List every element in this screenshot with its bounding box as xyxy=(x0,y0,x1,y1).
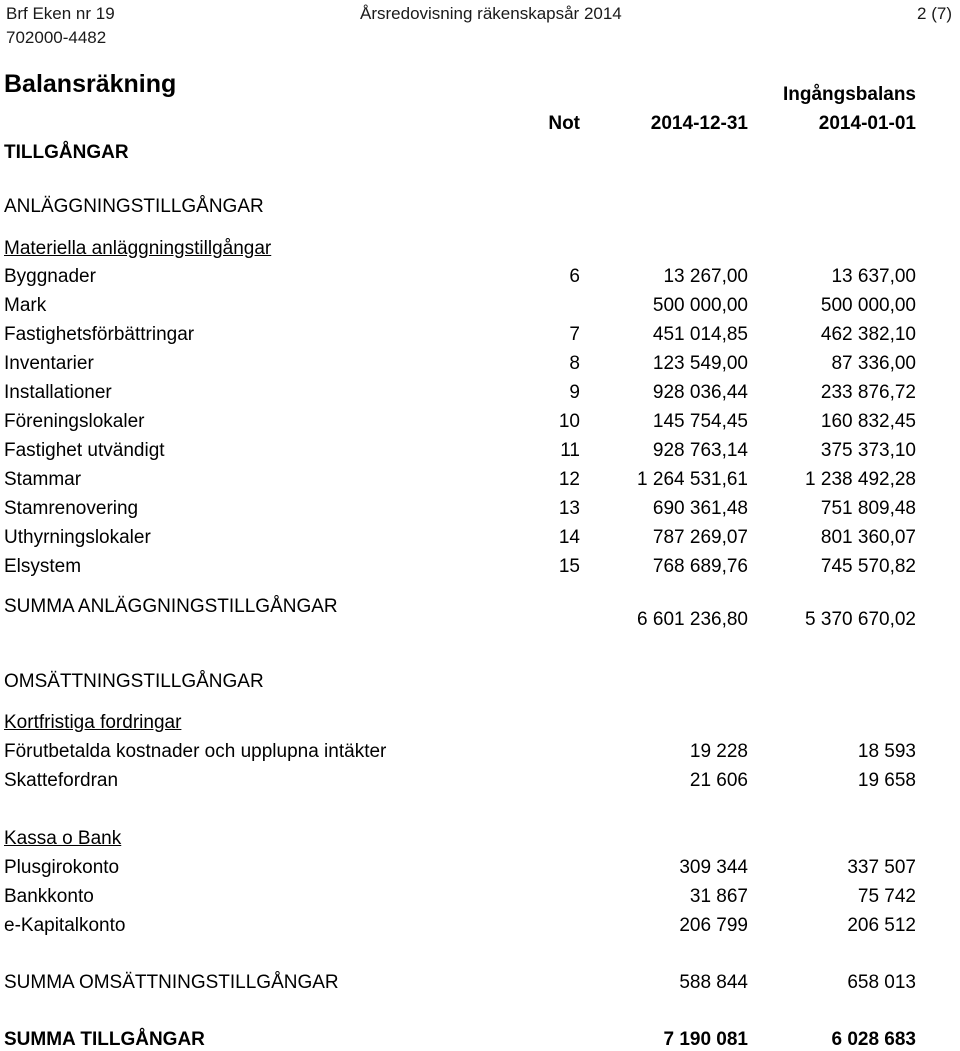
current-assets-sum-opening: 658 013 xyxy=(847,972,916,993)
fixed-assets-sum-label: SUMMA ANLÄGGNINGSTILLGÅNGAR xyxy=(4,596,338,617)
fixed-assets-heading: ANLÄGGNINGSTILLGÅNGAR xyxy=(4,196,264,217)
row-current-value: 206 799 xyxy=(679,915,748,936)
row-label: Föreningslokaler xyxy=(4,411,145,432)
current-assets-sum-label: SUMMA OMSÄTTNINGSTILLGÅNGAR xyxy=(4,972,339,993)
section-title: TILLGÅNGAR xyxy=(4,142,129,163)
row-note: 13 xyxy=(558,498,580,519)
row-current-value: 690 361,48 xyxy=(652,498,748,519)
row-label: Fastighet utvändigt xyxy=(4,440,165,461)
document-title: Årsredovisning räkenskapsår 2014 xyxy=(360,4,622,23)
current-assets-heading: OMSÄTTNINGSTILLGÅNGAR xyxy=(4,671,264,692)
row-label: Uthyrningslokaler xyxy=(4,527,151,548)
opening-date-header: 2014-01-01 xyxy=(818,113,916,134)
row-label: Elsystem xyxy=(4,556,82,577)
total-assets-opening: 6 028 683 xyxy=(831,1029,916,1050)
row-note: 14 xyxy=(558,527,580,548)
row-note: 12 xyxy=(558,469,580,490)
row-current-value: 31 867 xyxy=(689,886,748,907)
row-current-value: 500 000,00 xyxy=(652,295,748,316)
row-label: Inventarier xyxy=(4,353,94,374)
note-column-header: Not xyxy=(548,113,580,134)
opening-balance-label: Ingångsbalans xyxy=(782,84,916,105)
row-current-value: 13 267,00 xyxy=(663,266,748,287)
row-opening-value: 745 570,82 xyxy=(820,556,916,577)
row-current-value: 21 606 xyxy=(689,770,748,791)
row-opening-value: 751 809,48 xyxy=(820,498,916,519)
row-label: Fastighetsförbättringar xyxy=(4,324,195,345)
row-opening-value: 206 512 xyxy=(847,915,916,936)
row-note: 11 xyxy=(560,440,580,461)
row-label: Skattefordran xyxy=(4,770,119,791)
row-label: Byggnader xyxy=(4,266,96,287)
row-current-value: 928 763,14 xyxy=(652,440,748,461)
row-label: Plusgirokonto xyxy=(4,857,120,878)
row-current-value: 19 228 xyxy=(689,741,748,762)
row-opening-value: 337 507 xyxy=(847,857,916,878)
row-note: 9 xyxy=(569,382,580,403)
cash-heading: Kassa o Bank xyxy=(4,828,122,849)
row-label: Stammar xyxy=(4,469,82,490)
row-current-value: 123 549,00 xyxy=(652,353,748,374)
row-label: Bankkonto xyxy=(4,886,94,907)
row-note: 15 xyxy=(558,556,580,577)
row-opening-value: 1 238 492,28 xyxy=(805,469,916,490)
row-opening-value: 160 832,45 xyxy=(820,411,916,432)
row-note: 7 xyxy=(569,324,580,345)
org-number: 702000-4482 xyxy=(6,28,107,47)
page-number: 2 (7) xyxy=(917,4,952,23)
row-note: 10 xyxy=(558,411,580,432)
row-current-value: 928 036,44 xyxy=(652,382,748,403)
row-opening-value: 18 593 xyxy=(857,741,916,762)
row-opening-value: 462 382,10 xyxy=(820,324,916,345)
row-note: 8 xyxy=(569,353,580,374)
row-label: Mark xyxy=(4,295,47,316)
tangible-assets-subheading: Materiella anläggningstillgångar xyxy=(4,238,272,259)
row-label: Förutbetalda kostnader och upplupna intäkter xyxy=(4,741,387,762)
row-opening-value: 13 637,00 xyxy=(831,266,916,287)
total-assets-label: SUMMA TILLGÅNGAR xyxy=(4,1029,205,1050)
current-assets-sum-current: 588 844 xyxy=(679,972,748,993)
row-current-value: 787 269,07 xyxy=(652,527,748,548)
row-opening-value: 233 876,72 xyxy=(820,382,916,403)
row-note: 6 xyxy=(569,266,580,287)
receivables-heading: Kortfristiga fordringar xyxy=(4,712,182,733)
current-date-header: 2014-12-31 xyxy=(650,113,748,134)
row-opening-value: 75 742 xyxy=(857,886,916,907)
row-opening-value: 19 658 xyxy=(857,770,916,791)
row-current-value: 309 344 xyxy=(679,857,748,878)
fixed-assets-sum-current: 6 601 236,80 xyxy=(637,609,748,630)
row-label: Installationer xyxy=(4,382,112,403)
row-opening-value: 375 373,10 xyxy=(820,440,916,461)
statement-title: Balansräkning xyxy=(4,70,177,98)
row-current-value: 145 754,45 xyxy=(652,411,748,432)
total-assets-current: 7 190 081 xyxy=(663,1029,748,1050)
org-name: Brf Eken nr 19 xyxy=(6,4,115,23)
row-current-value: 451 014,85 xyxy=(652,324,748,345)
row-opening-value: 87 336,00 xyxy=(831,353,916,374)
row-current-value: 768 689,76 xyxy=(652,556,748,577)
row-opening-value: 801 360,07 xyxy=(820,527,916,548)
row-current-value: 1 264 531,61 xyxy=(637,469,748,490)
row-label: e-Kapitalkonto xyxy=(4,915,126,936)
row-label: Stamrenovering xyxy=(4,498,139,519)
fixed-assets-sum-opening: 5 370 670,02 xyxy=(805,609,916,630)
row-opening-value: 500 000,00 xyxy=(820,295,916,316)
